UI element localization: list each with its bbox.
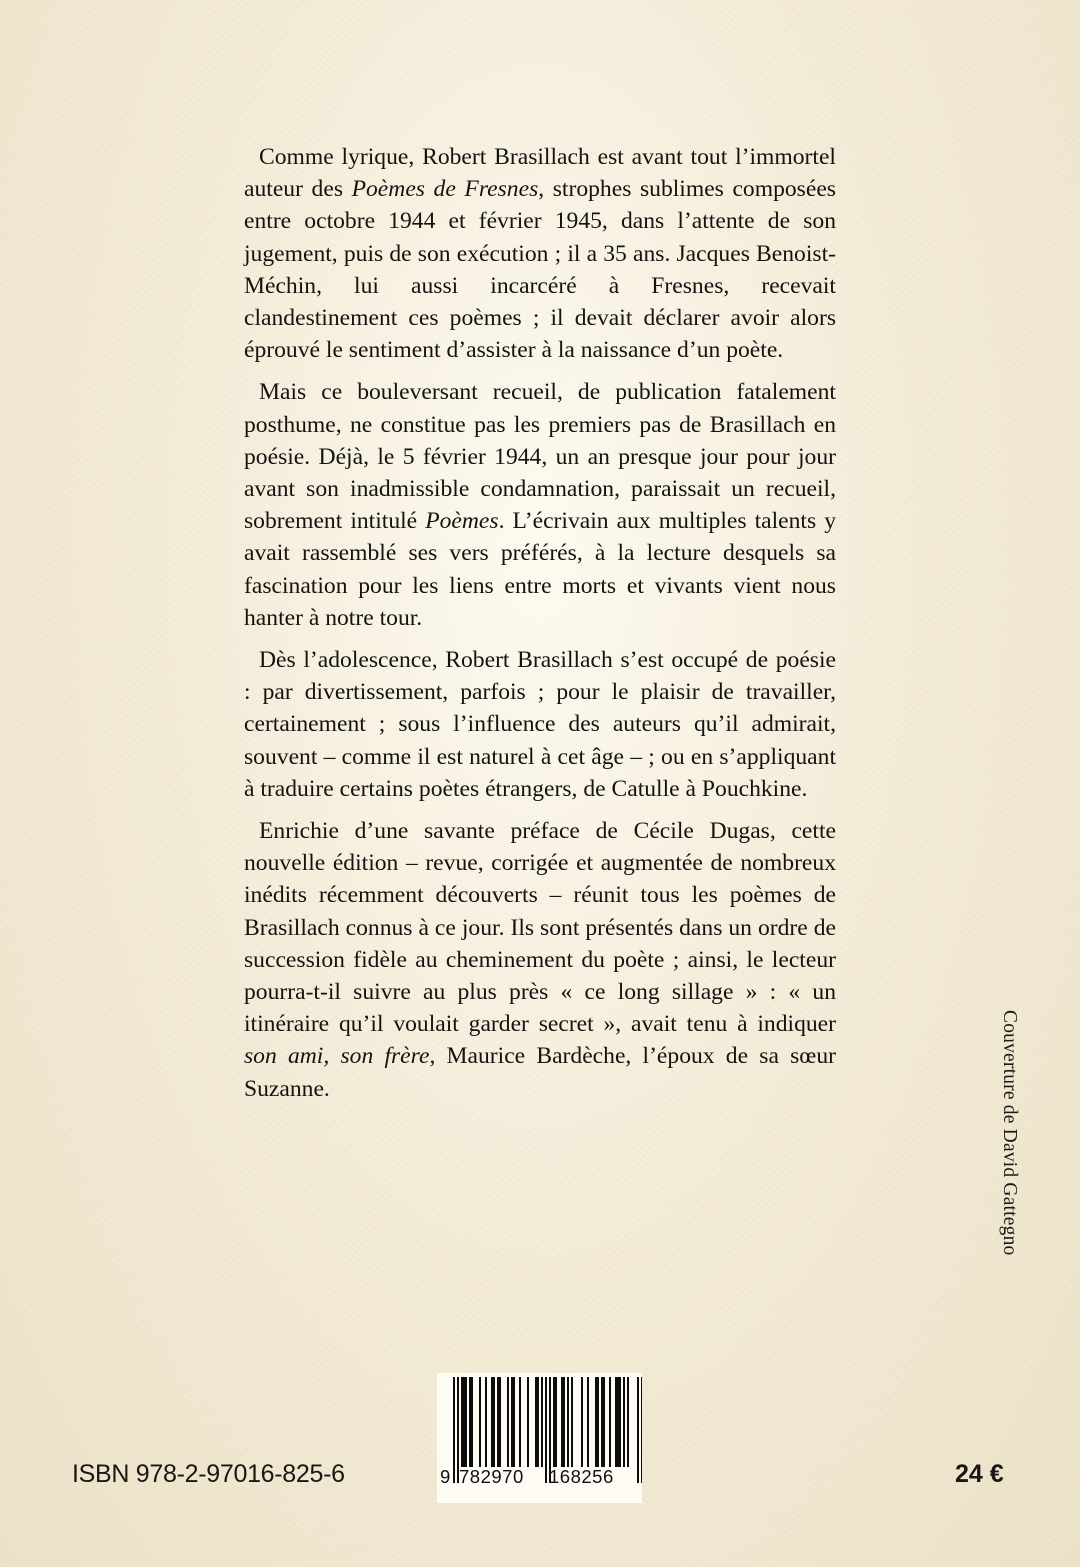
barcode-bar [511,1377,513,1467]
barcode-bar [471,1377,473,1467]
barcode-first-digit: 9 [440,1466,451,1487]
price-label: 24 € [955,1460,1004,1488]
barcode-bar [595,1377,597,1467]
barcode-bar [561,1377,563,1467]
barcode-bar [615,1377,617,1467]
back-cover-blurb [244,141,836,1105]
barcode-bar [609,1377,611,1467]
barcode-bar [513,1377,515,1467]
barcode-bar [469,1377,471,1467]
barcode-bar [507,1377,509,1467]
barcode-bar [571,1377,573,1467]
blurb-paragraph [244,141,836,366]
barcode-right-digits: 168256 [549,1466,614,1487]
blurb-text: Dès l’adolescence, Robert Brasillach s’est occupé de poésie : par divertissement, parfois ; pour le plaisir de travailler, certainement ; sous l’influence des auteurs qu’il admirait, souvent – comme il est naturel à cet âge – ; ou en s’appliquant à traduire certains poètes étrangers, de Catulle à Pouchkine. [244,647,836,802]
isbn-number: ISBN 978-2-97016-825-6 [72,1460,345,1488]
barcode-bar [491,1377,493,1467]
barcode-bar [603,1377,605,1467]
barcode-bar [535,1377,537,1467]
barcode-bar [493,1377,495,1467]
blurb-paragraph [244,644,836,805]
blurb-title-italic: Poèmes [425,508,499,535]
barcode-bar [519,1377,521,1467]
barcode-bar [463,1377,465,1467]
barcode-left-digits: 782970 [459,1466,524,1487]
barcode-bar [453,1377,455,1483]
barcode-bar [623,1377,625,1467]
blurb-text: Mais ce bouleversant recueil, de publication fatalement posthume, ne constitue pas les premiers pas de Brasillach en poésie. Déjà, le 5 février 1944, un an presque jour pour jour avant son inadmissible condamnation, paraissait un recueil, sobrement intitulé [244,379,836,535]
barcode-bar [619,1377,621,1467]
barcode-bar [567,1377,569,1467]
barcode-bar [527,1377,529,1467]
barcode-bar [497,1377,499,1467]
barcode-bar [563,1377,565,1467]
barcode-bar [617,1377,619,1467]
blurb-text: . L’écrivain aux multiples talents y avait rassemblé ses vers préférés, à la lecture desquels sa fascination pour les liens entre morts et vivants vient nous hanter à notre tour. [244,508,836,631]
barcode-bar [601,1377,603,1467]
barcode-bar [641,1377,642,1483]
blurb-paragraph [244,815,836,1105]
barcode-bar [499,1377,501,1467]
barcode-bar [479,1377,481,1467]
blurb-text: Enrichie d’une savante préface de Cécile Dugas, cette nouvelle édition – revue, corrigée et augmentée de nombreux inédits récemment découverts – réunit tous les poèmes de Brasillach connus à ce jour. Ils sont présentés dans un ordre de succession fidèle au cheminement du poète ; ainsi, le lecteur pourra-t-il suivre au plus près « ce long sillage » : « un itinéraire qu’il voulait garder secret », avait tenu à indiquer [244,818,836,1038]
barcode-bar [637,1377,639,1483]
barcode-bar [465,1377,467,1467]
barcode-bar [537,1377,539,1467]
blurb-title-italic: son ami, son frère [244,1043,430,1070]
barcode-bar [541,1377,543,1467]
barcode-bar [485,1377,487,1467]
barcode-bar [545,1377,547,1483]
blurb-text: , Maurice Bardèche, l’époux de sa sœur Suzanne. [244,1043,836,1102]
blurb-text: Comme lyrique, Robert Brasillach est avant tout l’immortel auteur des [244,144,836,203]
barcode-bar [597,1377,599,1467]
blurb-title-italic: Poèmes de Fresnes [351,176,539,203]
cover-credit: Couverture de David Gattegno [999,1010,1020,1256]
barcode-bar [553,1377,555,1467]
barcode [437,1373,642,1503]
barcode-bar [587,1377,589,1467]
barcode-bar [581,1377,583,1467]
barcode-bar [461,1377,463,1467]
blurb-paragraph [244,376,836,634]
barcode-bar [627,1377,629,1467]
barcode-bar [555,1377,557,1467]
blurb-text: , strophes sublimes composées entre octobre 1944 et février 1945, dans l’attente de son jugement, puis de son exécution ; il a 35 ans. Jacques Benoist-Méchin, lui aussi incarcéré à Fresnes, recevait clandestinement ces poèmes ; il devait déclarer avoir alors éprouvé le sentiment d’assister à la naissance d’un poète. [244,176,836,364]
